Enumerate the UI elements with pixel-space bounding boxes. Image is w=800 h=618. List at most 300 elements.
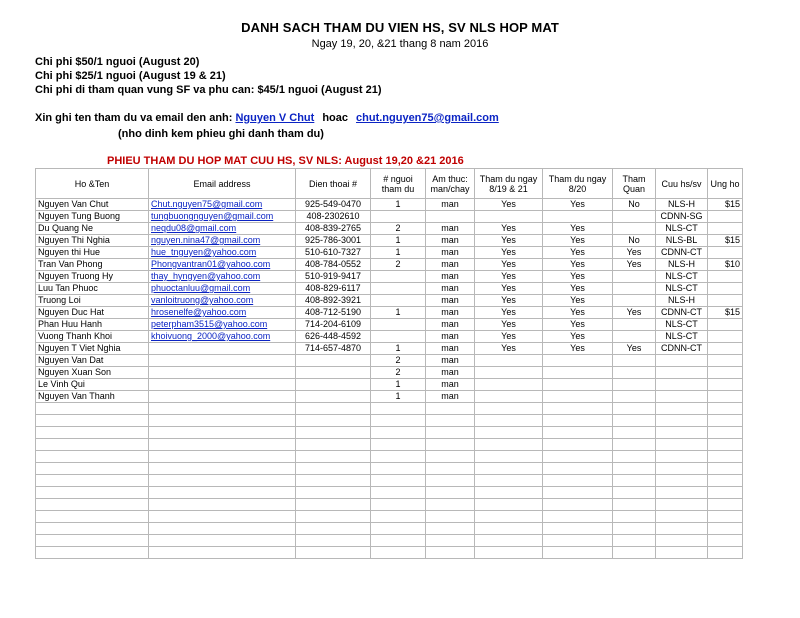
empty-cell [426,463,475,475]
empty-cell [371,415,426,427]
empty-cell [149,427,296,439]
phone-cell: 408-712-5190 [296,307,371,319]
phone-cell [296,391,371,403]
meal-cell: man [426,379,475,391]
empty-cell [149,463,296,475]
email-cell[interactable]: Chut.nguyen75@gmail.com [149,199,296,211]
empty-cell [36,451,149,463]
empty-cell [708,403,743,415]
empty-row [36,415,743,427]
empty-cell [656,499,708,511]
donation-cell [708,343,743,355]
phone-cell: 714-204-6109 [296,319,371,331]
attendee-count-cell: 1 [371,235,426,247]
day-1921-cell [475,211,543,223]
donation-cell [708,355,743,367]
empty-cell [426,475,475,487]
empty-cell [296,523,371,535]
contact-email-link[interactable]: chut.nguyen75@gmail.com [356,112,499,124]
table-row [36,319,743,331]
alumni-group-cell [656,367,708,379]
empty-cell [475,427,543,439]
email-cell[interactable]: khoivuong_2000@yahoo.com [149,331,296,343]
meal-cell: man [426,259,475,271]
name-cell: Nguyen Van Dat [36,355,149,367]
alumni-group-cell: NLS-CT [656,271,708,283]
empty-cell [371,547,426,559]
name-cell: Nguyen thi Hue [36,247,149,259]
email-cell[interactable]: nguyen.nina47@gmail.com [149,235,296,247]
cost-line: Chi phi $25/1 nguoi (August 19 & 21) [35,70,226,82]
day-1921-cell [475,367,543,379]
day-20-cell: Yes [543,223,613,235]
page-title: DANH SACH THAM DU VIEN HS, SV NLS HOP MAT [241,20,559,35]
empty-cell [475,511,543,523]
name-cell: Nguyen Thi Nghia [36,235,149,247]
table-row [36,247,743,259]
empty-row [36,463,743,475]
empty-cell [656,415,708,427]
empty-cell [613,475,656,487]
empty-cell [36,463,149,475]
empty-cell [36,547,149,559]
empty-cell [296,547,371,559]
day-1921-cell: Yes [475,307,543,319]
empty-cell [36,403,149,415]
empty-cell [36,439,149,451]
day-1921-cell: Yes [475,343,543,355]
empty-cell [36,475,149,487]
empty-cell [371,451,426,463]
day-1921-cell [475,379,543,391]
attendee-count-cell [371,283,426,295]
column-header: Tham Quan [613,169,656,199]
empty-cell [296,487,371,499]
empty-cell [475,463,543,475]
empty-row [36,511,743,523]
empty-cell [149,403,296,415]
empty-cell [656,403,708,415]
email-cell[interactable]: hue_tnguyen@yahoo.com [149,247,296,259]
empty-cell [426,535,475,547]
empty-cell [36,415,149,427]
donation-cell: $15 [708,235,743,247]
column-header: Ho &Ten [36,169,149,199]
day-1921-cell: Yes [475,319,543,331]
tour-cell: No [613,199,656,211]
registration-table [35,168,743,559]
empty-cell [708,475,743,487]
day-1921-cell: Yes [475,235,543,247]
alumni-group-cell [656,391,708,403]
empty-cell [708,463,743,475]
attendee-count-cell: 1 [371,247,426,259]
empty-cell [543,487,613,499]
email-cell[interactable]: hrosenelfe@yahoo.com [149,307,296,319]
table-row [36,223,743,235]
empty-cell [613,547,656,559]
phone-cell [296,367,371,379]
attachment-note: (nho dinh kem phieu ghi danh tham du) [118,128,324,140]
empty-cell [543,547,613,559]
empty-cell [371,475,426,487]
day-20-cell: Yes [543,295,613,307]
day-1921-cell [475,355,543,367]
empty-cell [371,403,426,415]
column-header: Cuu hs/sv [656,169,708,199]
name-cell: Le Vinh Qui [36,379,149,391]
phone-cell: 510-610-7327 [296,247,371,259]
phone-cell [296,379,371,391]
empty-row [36,451,743,463]
empty-cell [543,535,613,547]
empty-cell [708,439,743,451]
phone-cell: 408-892-3921 [296,295,371,307]
meal-cell [426,211,475,223]
empty-cell [656,463,708,475]
column-header: Dien thoai # [296,169,371,199]
table-row [36,211,743,223]
email-cell[interactable]: peterpham3515@yahoo.com [149,319,296,331]
empty-row [36,535,743,547]
alumni-group-cell: NLS-H [656,199,708,211]
table-row [36,355,743,367]
empty-cell [475,499,543,511]
meal-cell: man [426,307,475,319]
empty-cell [543,415,613,427]
empty-cell [708,535,743,547]
table-header-row [36,169,743,199]
name-cell: Nguyen Xuan Son [36,367,149,379]
empty-cell [36,523,149,535]
empty-cell [296,499,371,511]
empty-cell [613,427,656,439]
alumni-group-cell [656,379,708,391]
attendee-count-cell: 2 [371,223,426,235]
email-cell[interactable]: Phongvantran01@yahoo.com [149,259,296,271]
empty-cell [708,523,743,535]
empty-cell [36,499,149,511]
empty-cell [296,403,371,415]
email-cell[interactable]: phuoctanluu@gmail.com [149,283,296,295]
empty-row [36,499,743,511]
tour-cell [613,319,656,331]
empty-cell [656,427,708,439]
empty-cell [656,451,708,463]
attendee-count-cell [371,271,426,283]
empty-cell [475,547,543,559]
empty-cell [708,487,743,499]
empty-cell [543,475,613,487]
empty-cell [426,427,475,439]
tour-cell [613,367,656,379]
empty-cell [36,427,149,439]
empty-cell [371,463,426,475]
day-1921-cell: Yes [475,259,543,271]
empty-cell [656,535,708,547]
empty-cell [371,511,426,523]
empty-cell [149,547,296,559]
empty-cell [426,523,475,535]
empty-cell [708,511,743,523]
empty-cell [475,451,543,463]
name-cell: Nguyen Tung Buong [36,211,149,223]
column-header: # nguoi tham du [371,169,426,199]
event-dates: Ngay 19, 20, &21 thang 8 nam 2016 [311,38,489,50]
empty-cell [149,451,296,463]
meal-cell: man [426,331,475,343]
empty-row [36,547,743,559]
empty-cell [475,523,543,535]
email-cell[interactable]: tungbuongnguyen@gmail.com [149,211,296,223]
empty-cell [656,547,708,559]
empty-cell [543,439,613,451]
empty-cell [371,439,426,451]
donation-cell [708,211,743,223]
day-20-cell [543,367,613,379]
empty-cell [296,451,371,463]
empty-cell [708,547,743,559]
empty-cell [149,487,296,499]
empty-cell [36,535,149,547]
empty-cell [708,451,743,463]
day-20-cell: Yes [543,247,613,259]
empty-row [36,487,743,499]
name-cell: Nguyen Duc Hat [36,307,149,319]
attendee-count-cell [371,331,426,343]
empty-cell [543,511,613,523]
alumni-group-cell [656,355,708,367]
phone-cell: 408-829-6117 [296,283,371,295]
donation-cell [708,283,743,295]
alumni-group-cell: CDNN-CT [656,247,708,259]
meal-cell: man [426,355,475,367]
donation-cell [708,391,743,403]
alumni-group-cell: CDNN-CT [656,307,708,319]
empty-cell [371,523,426,535]
empty-cell [475,475,543,487]
empty-cell [426,451,475,463]
attendee-count-cell [371,295,426,307]
empty-row [36,523,743,535]
table-row [36,379,743,391]
form-title: PHIEU THAM DU HOP MAT CUU HS, SV NLS: August 19,20 &21 2016 [107,155,464,167]
empty-cell [613,535,656,547]
empty-cell [543,523,613,535]
day-1921-cell: Yes [475,223,543,235]
empty-cell [543,427,613,439]
empty-cell [296,463,371,475]
empty-cell [613,415,656,427]
tour-cell: No [613,235,656,247]
alumni-group-cell: NLS-CT [656,331,708,343]
attendee-count-cell: 1 [371,307,426,319]
phone-cell: 408-2302610 [296,211,371,223]
donation-cell [708,331,743,343]
phone-cell: 408-839-2765 [296,223,371,235]
day-1921-cell: Yes [475,283,543,295]
phone-cell: 925-786-3001 [296,235,371,247]
meal-cell: man [426,283,475,295]
table-row [36,199,743,211]
empty-cell [426,499,475,511]
empty-cell [296,475,371,487]
alumni-group-cell: NLS-CT [656,283,708,295]
attendee-count-cell [371,319,426,331]
day-20-cell: Yes [543,235,613,247]
tour-cell [613,391,656,403]
column-header: Tham du ngay 8/20 [543,169,613,199]
empty-cell [656,439,708,451]
meal-cell: man [426,235,475,247]
empty-cell [426,415,475,427]
day-20-cell: Yes [543,307,613,319]
empty-cell [543,499,613,511]
cost-line: Chi phi $50/1 nguoi (August 20) [35,56,200,68]
day-20-cell [543,379,613,391]
donation-cell [708,319,743,331]
empty-cell [708,499,743,511]
donation-cell [708,223,743,235]
empty-cell [426,439,475,451]
contact-or: hoac [322,112,349,124]
name-cell: Nguyen Van Thanh [36,391,149,403]
contact-name-link[interactable]: Nguyen V Chut [235,112,315,124]
day-20-cell [543,391,613,403]
email-cell [149,343,296,355]
empty-cell [149,499,296,511]
email-cell[interactable]: vanloitruong@yahoo.com [149,295,296,307]
column-header: Email address [149,169,296,199]
day-20-cell [543,355,613,367]
phone-cell: 510-919-9417 [296,271,371,283]
empty-cell [371,535,426,547]
empty-cell [613,499,656,511]
column-header: Tham du ngay 8/19 & 21 [475,169,543,199]
alumni-group-cell: NLS-CT [656,319,708,331]
alumni-group-cell: CDNN-CT [656,343,708,355]
alumni-group-cell: CDNN-SG [656,211,708,223]
email-cell[interactable]: neqdu08@gmail.com [149,223,296,235]
day-20-cell: Yes [543,199,613,211]
meal-cell: man [426,223,475,235]
empty-row [36,439,743,451]
table-row [36,283,743,295]
donation-cell [708,247,743,259]
empty-cell [613,403,656,415]
empty-cell [475,439,543,451]
empty-cell [296,427,371,439]
day-1921-cell: Yes [475,295,543,307]
name-cell: Tran Van Phong [36,259,149,271]
tour-cell [613,295,656,307]
phone-cell: 714-657-4870 [296,343,371,355]
empty-cell [656,475,708,487]
column-header: Am thuc: man/chay [426,169,475,199]
column-header: Ung ho [708,169,743,199]
donation-cell [708,379,743,391]
empty-cell [296,415,371,427]
day-1921-cell [475,391,543,403]
empty-cell [475,403,543,415]
donation-cell: $15 [708,307,743,319]
email-cell[interactable]: thay_hyngyen@yahoo.com [149,271,296,283]
day-20-cell: Yes [543,331,613,343]
empty-cell [371,499,426,511]
tour-cell: Yes [613,343,656,355]
meal-cell: man [426,319,475,331]
day-20-cell: Yes [543,343,613,355]
donation-cell: $15 [708,199,743,211]
attendee-count-cell [371,211,426,223]
name-cell: Du Quang Ne [36,223,149,235]
donation-cell [708,367,743,379]
empty-cell [296,511,371,523]
table-row [36,391,743,403]
tour-cell [613,271,656,283]
table-row [36,331,743,343]
empty-row [36,427,743,439]
empty-cell [613,439,656,451]
email-cell [149,355,296,367]
day-20-cell: Yes [543,283,613,295]
empty-cell [543,451,613,463]
empty-cell [613,511,656,523]
contact-line [35,112,499,124]
empty-cell [296,535,371,547]
tour-cell: Yes [613,259,656,271]
phone-cell: 925-549-0470 [296,199,371,211]
email-cell [149,367,296,379]
attendee-count-cell: 1 [371,199,426,211]
name-cell: Nguyen Van Chut [36,199,149,211]
attendee-count-cell: 1 [371,343,426,355]
meal-cell: man [426,271,475,283]
empty-cell [475,535,543,547]
table-row [36,235,743,247]
cost-line: Chi phi di tham quan vung SF va phu can: $45/1 nguoi (August 21) [35,84,382,96]
day-1921-cell: Yes [475,331,543,343]
empty-cell [149,523,296,535]
alumni-group-cell: NLS-BL [656,235,708,247]
cost-list [35,55,382,97]
table-row [36,367,743,379]
attendee-count-cell: 1 [371,391,426,403]
table-row [36,295,743,307]
name-cell: Truong Loi [36,295,149,307]
empty-cell [656,487,708,499]
tour-cell: Yes [613,307,656,319]
empty-cell [149,535,296,547]
phone-cell: 626-448-4592 [296,331,371,343]
donation-cell [708,271,743,283]
contact-intro: Xin ghi ten tham du va email den anh: [35,112,236,124]
meal-cell: man [426,343,475,355]
empty-cell [149,439,296,451]
name-cell: Nguyen T Viet Nghia [36,343,149,355]
tour-cell: Yes [613,247,656,259]
phone-cell [296,355,371,367]
day-20-cell [543,211,613,223]
table-row [36,271,743,283]
empty-cell [475,415,543,427]
empty-cell [296,439,371,451]
empty-cell [149,475,296,487]
day-20-cell: Yes [543,319,613,331]
tour-cell [613,223,656,235]
empty-cell [656,511,708,523]
empty-cell [475,487,543,499]
